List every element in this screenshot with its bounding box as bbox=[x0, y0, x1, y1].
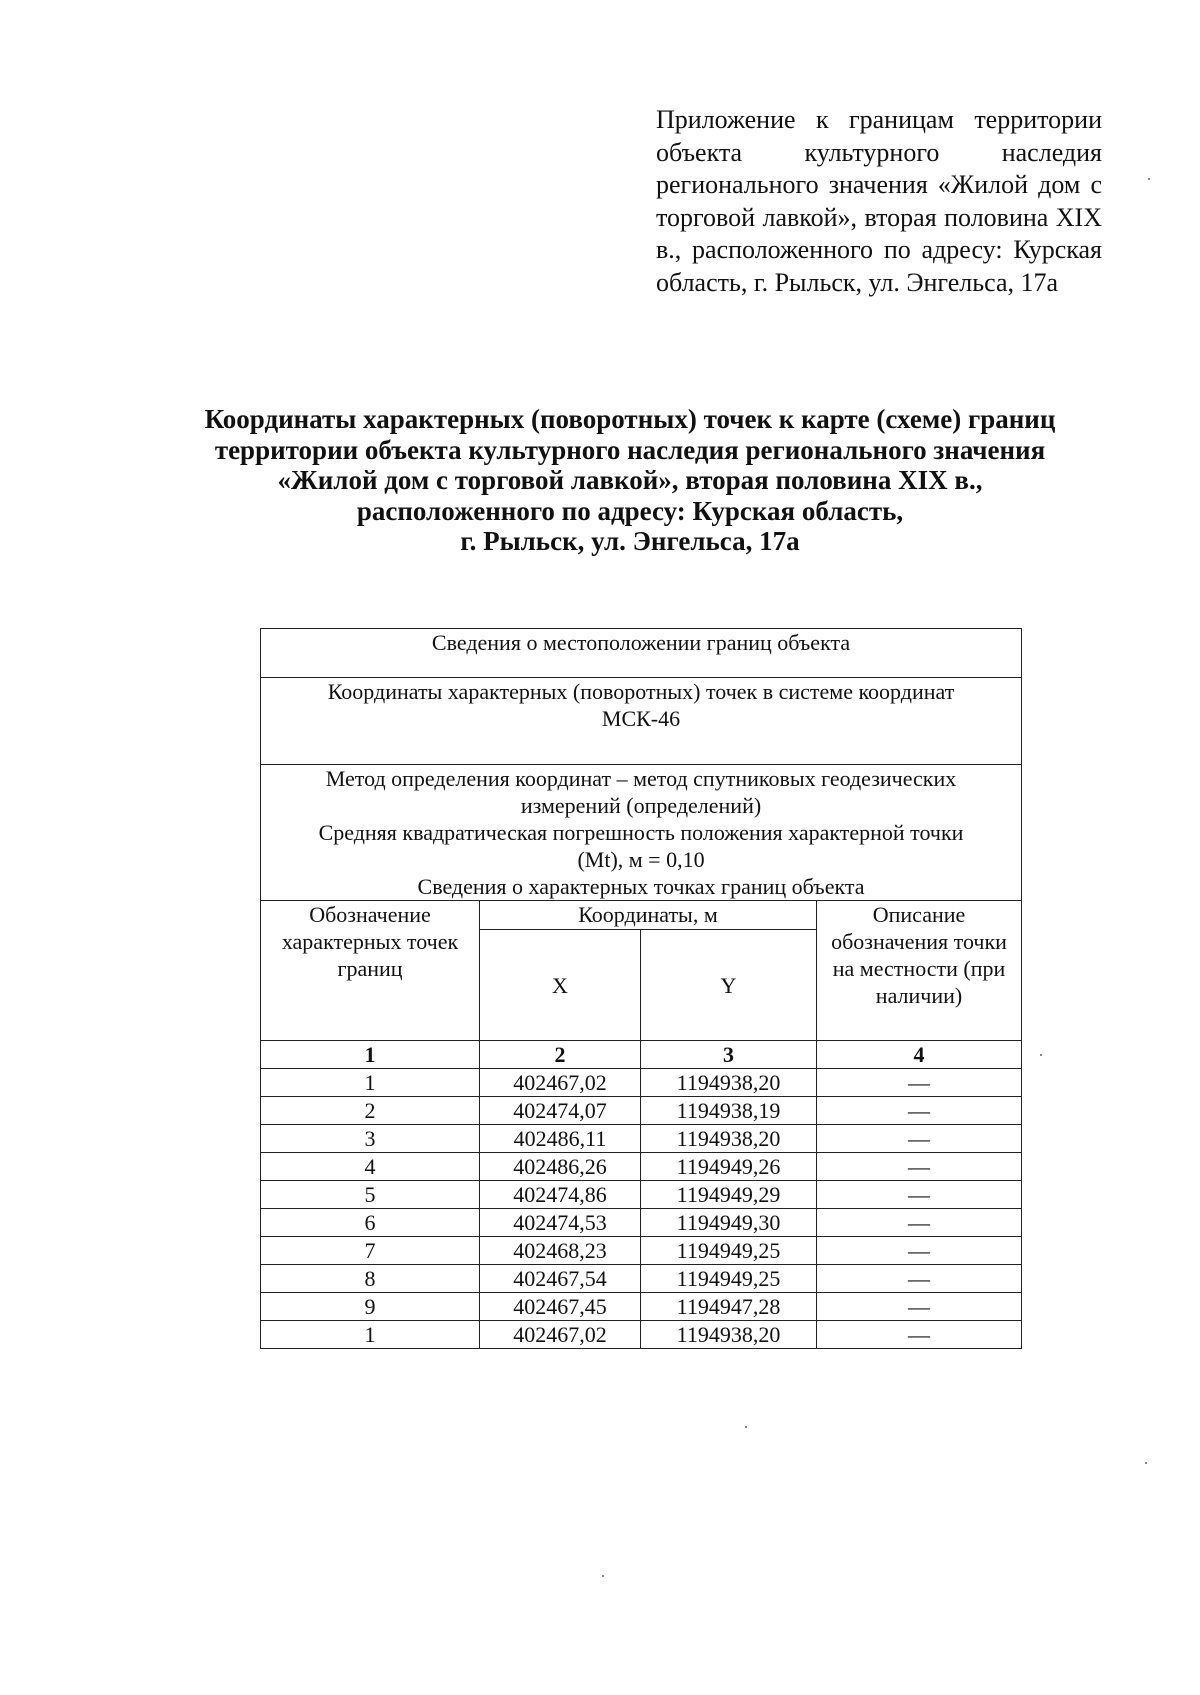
table-row bbox=[261, 1237, 1022, 1265]
y-cell: 1194949,25 bbox=[641, 1237, 817, 1265]
scan-speck bbox=[602, 1575, 604, 1577]
scan-speck bbox=[745, 1426, 747, 1428]
desc-cell: — bbox=[817, 1321, 1022, 1349]
x-cell: 402474,86 bbox=[480, 1181, 641, 1209]
info-header: Сведения о местоположении границ объекта bbox=[261, 629, 1022, 678]
x-cell: 402474,07 bbox=[480, 1097, 641, 1125]
table-row bbox=[261, 1097, 1022, 1125]
column-number: 2 bbox=[480, 1041, 641, 1069]
system-header bbox=[261, 678, 1022, 765]
system-header-line: Координаты характерных (поворотных) точек в системе координат bbox=[327, 679, 955, 704]
point-cell: 3 bbox=[261, 1125, 480, 1153]
method-line: Метод определения координат – метод спутниковых геодезических bbox=[325, 766, 957, 791]
table-row bbox=[261, 1181, 1022, 1209]
x-cell: 402468,23 bbox=[480, 1237, 641, 1265]
desc-cell: — bbox=[817, 1125, 1022, 1153]
desc-cell: — bbox=[817, 1293, 1022, 1321]
appendix-note: Приложение к границам территории объекта культурного наследия регионального значения «Жилой дом с торговой лавкой», вторая половина XIX в., расположенного по адресу: Курская область, г. Рыльск, ул. Энгельса, 17а bbox=[656, 105, 1102, 297]
title-line: «Жилой дом с торговой лавкой», вторая половина XIX в., bbox=[277, 465, 983, 495]
col-y-header: Y bbox=[641, 930, 817, 1041]
table-row bbox=[261, 1153, 1022, 1181]
x-cell: 402467,54 bbox=[480, 1265, 641, 1293]
table-header-row bbox=[261, 901, 1022, 930]
title-line: г. Рыльск, ул. Энгельса, 17а bbox=[460, 526, 800, 556]
method-description bbox=[261, 765, 1022, 901]
y-cell: 1194938,19 bbox=[641, 1097, 817, 1125]
x-cell: 402467,02 bbox=[480, 1069, 641, 1097]
desc-cell: — bbox=[817, 1265, 1022, 1293]
system-header-line: МСК-46 bbox=[601, 706, 681, 731]
column-number: 4 bbox=[817, 1041, 1022, 1069]
table-row bbox=[261, 1125, 1022, 1153]
title-line: территории объекта культурного наследия регионального значения bbox=[214, 434, 1046, 465]
y-cell: 1194949,30 bbox=[641, 1209, 817, 1237]
table-method-row bbox=[261, 765, 1022, 901]
y-cell: 1194949,29 bbox=[641, 1181, 817, 1209]
y-cell: 1194947,28 bbox=[641, 1293, 817, 1321]
document-title bbox=[150, 404, 1110, 557]
desc-cell: — bbox=[817, 1153, 1022, 1181]
desc-cell: — bbox=[817, 1181, 1022, 1209]
point-cell: 4 bbox=[261, 1153, 480, 1181]
point-cell: 7 bbox=[261, 1237, 480, 1265]
desc-cell: — bbox=[817, 1069, 1022, 1097]
y-cell: 1194949,26 bbox=[641, 1153, 817, 1181]
method-line: Сведения о характерных точках границ объекта bbox=[417, 874, 865, 899]
desc-cell: — bbox=[817, 1097, 1022, 1125]
desc-cell: — bbox=[817, 1209, 1022, 1237]
title-line: расположенного по адресу: Курская область, bbox=[356, 495, 904, 526]
table-row bbox=[261, 1265, 1022, 1293]
col-point-header: Обозначение характерных точек границ bbox=[261, 901, 480, 1041]
x-cell: 402474,53 bbox=[480, 1209, 641, 1237]
point-cell: 9 bbox=[261, 1293, 480, 1321]
table-row bbox=[261, 1069, 1022, 1097]
x-cell: 402467,45 bbox=[480, 1293, 641, 1321]
point-cell: 5 bbox=[261, 1181, 480, 1209]
point-cell: 1 bbox=[261, 1069, 480, 1097]
column-number: 3 bbox=[641, 1041, 817, 1069]
desc-cell: — bbox=[817, 1237, 1022, 1265]
scan-speck bbox=[1145, 1462, 1147, 1464]
method-line: измерений (определений) bbox=[520, 793, 762, 818]
column-number: 1 bbox=[261, 1041, 480, 1069]
scan-speck bbox=[1148, 178, 1150, 180]
x-cell: 402467,02 bbox=[480, 1321, 641, 1349]
point-cell: 6 bbox=[261, 1209, 480, 1237]
table-row bbox=[261, 1321, 1022, 1349]
col-x-header: X bbox=[480, 930, 641, 1041]
table-system-row bbox=[261, 678, 1022, 765]
point-cell: 8 bbox=[261, 1265, 480, 1293]
method-line: (Mt), м = 0,10 bbox=[577, 847, 705, 872]
coordinates-table bbox=[260, 628, 1022, 1349]
y-cell: 1194938,20 bbox=[641, 1321, 817, 1349]
point-cell: 2 bbox=[261, 1097, 480, 1125]
x-cell: 402486,26 bbox=[480, 1153, 641, 1181]
title-line: Координаты характерных (поворотных) точек к карте (схеме) границ bbox=[204, 404, 1056, 434]
scan-speck bbox=[1040, 1054, 1042, 1056]
col-desc-header: Описание обозначения точки на местности (при наличии) bbox=[817, 901, 1022, 1041]
point-cell: 1 bbox=[261, 1321, 480, 1349]
table-row bbox=[261, 1293, 1022, 1321]
y-cell: 1194949,25 bbox=[641, 1265, 817, 1293]
table-row bbox=[261, 1209, 1022, 1237]
method-line: Средняя квадратическая погрешность положения характерной точки bbox=[318, 820, 964, 845]
col-coords-header: Координаты, м bbox=[480, 901, 817, 930]
column-number-row bbox=[261, 1041, 1022, 1069]
x-cell: 402486,11 bbox=[480, 1125, 641, 1153]
y-cell: 1194938,20 bbox=[641, 1125, 817, 1153]
y-cell: 1194938,20 bbox=[641, 1069, 817, 1097]
table-info-row bbox=[261, 629, 1022, 678]
